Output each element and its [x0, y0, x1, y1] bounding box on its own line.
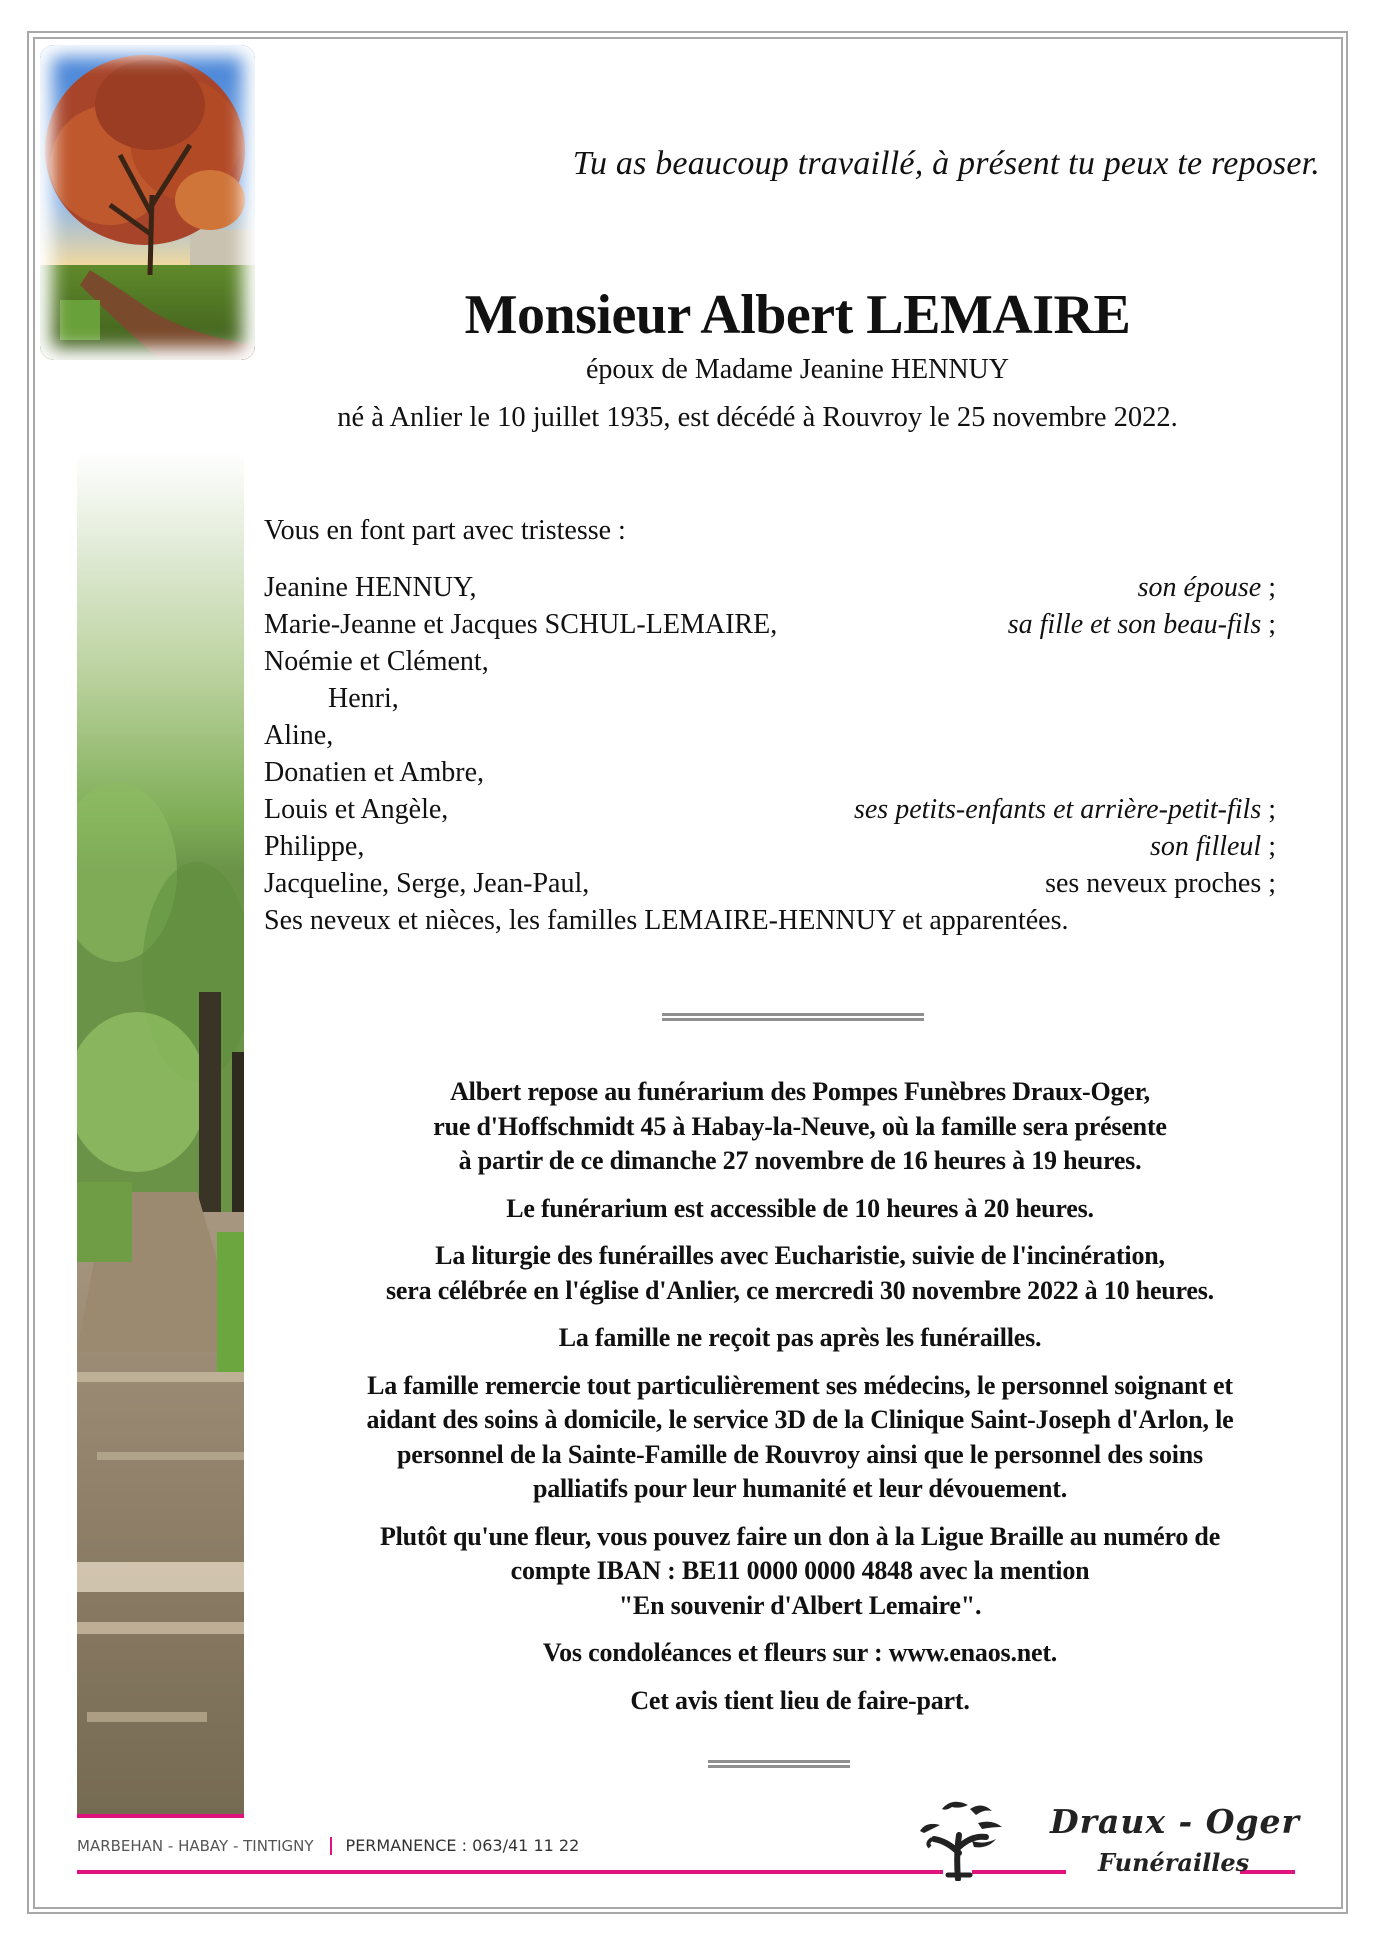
family-member-name: Louis et Angèle, [264, 794, 449, 825]
footer-locations: MARBEHAN - HABAY - TINTIGNY [77, 1836, 314, 1855]
forest-path-photo [77, 452, 244, 1818]
family-member-name: Jacqueline, Serge, Jean-Paul, [264, 868, 590, 899]
no-reception-paragraph [270, 1321, 1330, 1356]
family-relation [1150, 828, 1276, 865]
info-line: "En souvenir d'Albert Lemaire". [618, 1590, 982, 1620]
info-line: La liturgie des funérailles avec Eucharistie, suivie de l'incinération, [435, 1241, 1165, 1270]
separator-top [662, 1013, 924, 1021]
condolences-paragraph [270, 1636, 1330, 1671]
info-line: La famille remercie tout particulièrement ses médecins, le personnel soignant et [367, 1370, 1233, 1400]
info-line: à partir de ce dimanche 27 novembre de 16 heures à 19 heures. [458, 1146, 1142, 1175]
family-relation-text: son épouse [1137, 572, 1262, 603]
family-member-name: Aline, [264, 720, 334, 751]
footer-permanence: PERMANENCE : 063/41 11 22 [345, 1836, 580, 1855]
visitation-paragraph [270, 1075, 1330, 1179]
family-row [264, 606, 1276, 643]
funerarium-hours-paragraph [270, 1192, 1330, 1227]
family-relation-text: sa fille et son beau-fils [1007, 609, 1262, 640]
family-list [264, 515, 1276, 939]
info-line: aidant des soins à domicile, le service 3D de la Clinique Saint-Joseph d'Arlon, le [366, 1405, 1234, 1434]
family-relation [1138, 569, 1276, 606]
notice-paragraph [270, 1684, 1330, 1719]
family-member-name: Donatien et Ambre, [264, 757, 485, 788]
info-line: rue d'Hoffschmidt 45 à Habay-la-Neuve, où la famille sera présente [433, 1111, 1167, 1141]
family-row [264, 791, 1276, 828]
family-member-name: Noémie et Clément, [264, 646, 489, 677]
deceased-name: Monsieur Albert LEMAIRE [464, 284, 1131, 346]
info-line: Le funérarium est accessible de 10 heures à 20 heures. [506, 1193, 1094, 1223]
family-row [264, 754, 1276, 791]
family-relation-suffix: ; [1261, 609, 1276, 640]
info-line: palliatifs pour leur humanité et leur dévouement. [532, 1474, 1068, 1503]
liturgy-paragraph [270, 1239, 1330, 1308]
info-line: Cet avis tient lieu de faire-part. [630, 1685, 970, 1715]
family-intro: Vous en font part avec tristesse : [264, 515, 626, 546]
funeral-information [270, 1075, 1330, 1731]
brand-logo-name: Draux - Oger [1050, 1802, 1300, 1841]
family-row [264, 569, 1276, 606]
family-relation-suffix: ; [1261, 831, 1276, 862]
epitaph-quote: Tu as beaucoup travaillé, à présent tu peux te reposer. [572, 145, 1320, 182]
family-relation-text: son filleul [1149, 831, 1262, 862]
family-member-name: Henri, [328, 683, 399, 714]
info-line: Vos condoléances et fleurs sur : www.enaos.net. [542, 1638, 1058, 1667]
info-line: sera célébrée en l'église d'Anlier, ce mercredi 30 novembre 2022 à 10 heures. [386, 1275, 1214, 1305]
info-line: Albert repose au funérarium des Pompes Funèbres Draux-Oger, [450, 1077, 1150, 1106]
family-member-name: Jeanine HENNUY, [264, 572, 477, 603]
family-rows [264, 569, 1276, 939]
info-line: personnel de la Sainte-Famille de Rouvroy ainsi que le personnel des soins [397, 1439, 1203, 1469]
donation-paragraph [270, 1520, 1330, 1624]
autumn-tree-photo [40, 45, 255, 360]
family-relation-text: ses petits-enfants et arrière-petit-fils [853, 794, 1262, 825]
footer-divider [330, 1837, 332, 1855]
forest-photo-accent-bar [77, 1814, 244, 1818]
tree-icon [912, 1795, 1008, 1881]
spouse-line: époux de Madame Jeanine HENNUY [586, 354, 1009, 385]
family-relation [1008, 606, 1276, 643]
family-row [264, 865, 1276, 902]
info-line: La famille ne reçoit pas après les funérailles. [558, 1323, 1042, 1352]
family-row [264, 828, 1276, 865]
family-row [264, 717, 1276, 754]
footer-accent-line [77, 1870, 943, 1874]
family-member-name: Ses neveux et nièces, les familles LEMAIRE-HENNUY et apparentées. [264, 905, 1069, 936]
family-relation [854, 791, 1276, 828]
birth-death-line: né à Anlier le 10 juillet 1935, est décédé à Rouvroy le 25 novembre 2022. [337, 402, 1178, 433]
family-relation-suffix: ; [1261, 572, 1276, 603]
thanks-paragraph [270, 1369, 1330, 1507]
info-line: Plutôt qu'une fleur, vous pouvez faire un don à la Ligue Braille au numéro de [379, 1521, 1221, 1551]
footer-contact [77, 1836, 579, 1855]
family-member-name: Philippe, [264, 831, 365, 862]
family-relation-suffix: ; [1261, 794, 1276, 825]
family-relation: ses neveux proches ; [1045, 868, 1276, 899]
family-member-name: Marie-Jeanne et Jacques SCHUL-LEMAIRE, [264, 609, 778, 640]
family-row [264, 643, 1276, 680]
brand-logo-subtitle: Funérailles [1098, 1848, 1250, 1877]
family-row [264, 902, 1276, 939]
separator-bottom [708, 1760, 850, 1768]
family-row [264, 680, 1276, 717]
info-line: compte IBAN : BE11 0000 0000 4848 avec la mention [510, 1556, 1090, 1585]
